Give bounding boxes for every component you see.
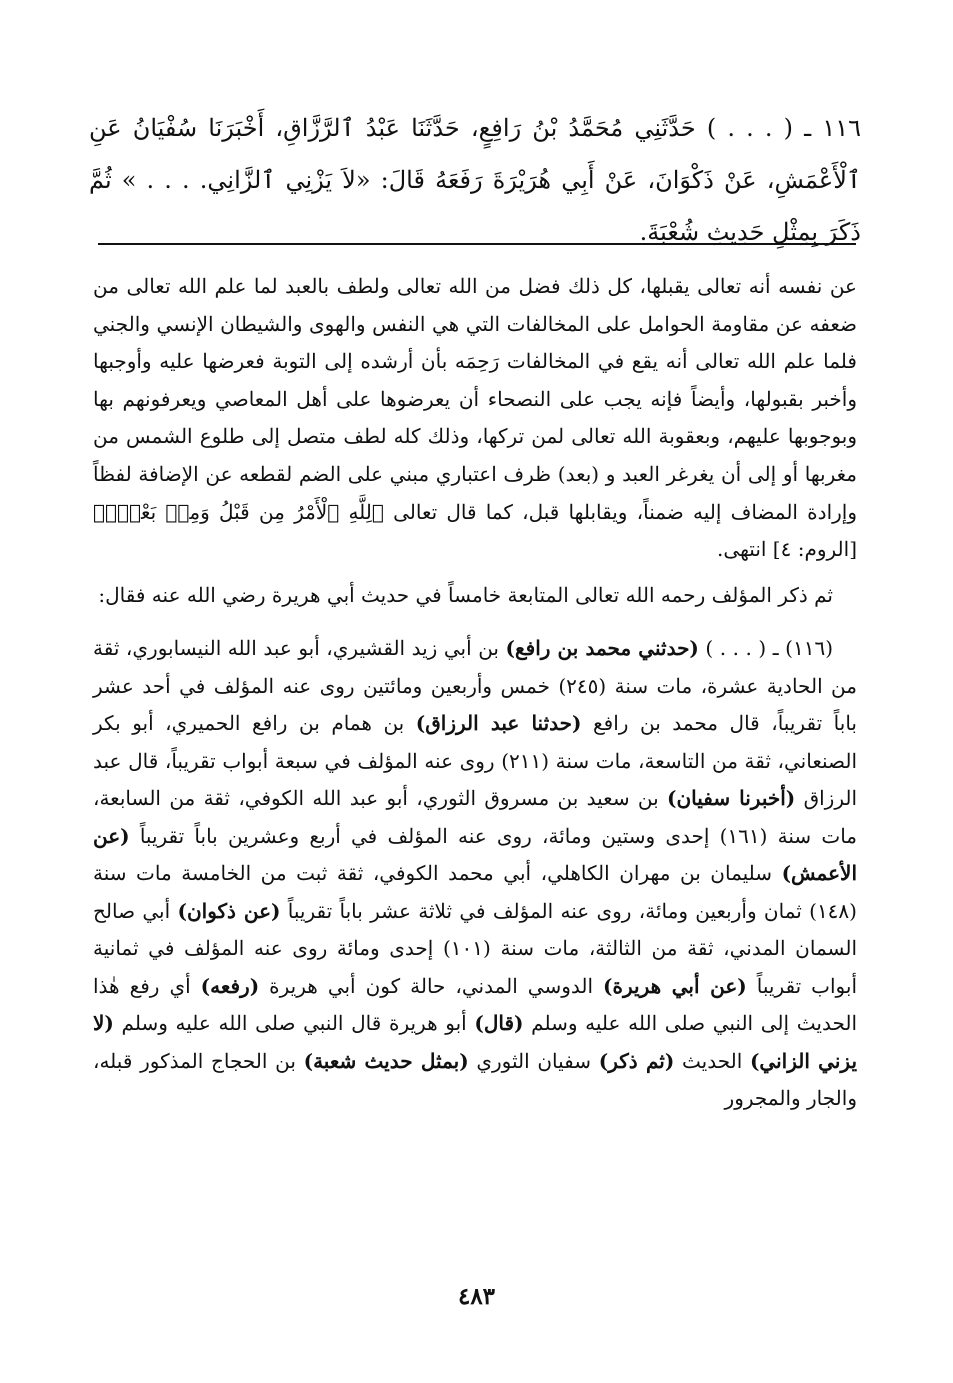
narrator-bold: (عن أبي هريرة) [603, 973, 747, 998]
narrator-bold: (حدثنا عبد الرزاق) [415, 711, 582, 736]
segment: بن همام بن رافع الحميري، أبو بكر الصنعاني، ثقة من التاسعة، مات سنة (٢١١) روى عنه المؤلف في سبعة أبواب تقريباً، قال عبد الرزاق [93, 711, 858, 811]
narrator-bold: (حدثني محمد بن رافع) [505, 636, 699, 661]
segment: بن الحجاج المذكور قبله، والجار والمجرور [93, 1048, 857, 1111]
commentary-paragraph-2: ثم ذكر المؤلف رحمه الله تعالى المتابعة خامساً في حديث أبي هريرة رضي الله عنه فقال: [98, 582, 833, 607]
keyword-bold: (ثم ذكر) [598, 1048, 675, 1073]
segment: أبو هريرة قال النبي صلى الله عليه وسلم [113, 1011, 475, 1036]
keyword-bold: (لا يزني الزاني) [93, 1011, 858, 1073]
segment: الدوسي المدني، حالة كون أبي هريرة [259, 973, 604, 998]
segment: بن أبي زيد القشيري، أبو عبد الله النيسابوري، ثقة من الحادية عشرة، مات سنة (٢٤٥) خمس وأربعين ومائتين روى عنه المؤلف في أحد عشر باباً تقريباً، قال محمد بن رافع [93, 636, 857, 736]
narrator-bold: (عن ذكوان) [177, 898, 281, 923]
segment: الحديث [674, 1048, 750, 1073]
segment: سليمان بن مهران الكاهلي، أبي محمد الكوفي، ثقة ثبت من الخامسة مات سنة (١٤٨) ثمان وأربعين ومائة، روى عنه المؤلف في ثلاثة عشر باباً تقريباً [93, 861, 857, 923]
hadith-text: ١١٦ ـ ( . . . ) حَدَّثَنِي مُحَمَّدُ بْنُ رَافِعٍ، حَدَّثَنَا عَبْدُ ٱلرَّزَّاقِ، أَخْبَرَنَا سُفْيَانُ عَنِ ٱلْأَعْمَشِ، عَنْ ذَكْوَانَ، عَنْ أَبِي هُرَيْرَةَ رَفَعَهُ قَالَ: «لاَ يَزْنِي ٱلزَّانِي. . . . » ثُمَّ ذَكَرَ بِمِثْلِ حَدِيثِ شُعْبَةَ. [89, 114, 861, 246]
keyword-bold: (قال) [474, 1011, 524, 1036]
keyword-bold: (رفعه) [200, 973, 260, 998]
commentary-section [93, 268, 857, 1118]
keyword-bold: (بمثل حديث شعبة) [303, 1048, 469, 1073]
segment: أي رفع هٰذا الحديث إلى النبي صلى الله عليه وسلم [93, 973, 857, 1036]
narrator-bold: (أخبرنا سفيان) [667, 786, 796, 811]
segment: سفيان الثوري [468, 1048, 599, 1073]
footnote-divider [98, 243, 856, 245]
page-number: ٤٨٣ [457, 1283, 496, 1310]
segment: (١١٦) ـ ( . . . ) [698, 636, 834, 661]
segment: بن سعيد بن مسروق الثوري، أبو عبد الله الكوفي، ثقة من السابعة، مات سنة (١٦١) إحدى وستين ومائة، روى عنه المؤلف في أربع وعشرين باباً تقريباً [93, 786, 857, 848]
commentary-paragraph-3 [93, 630, 857, 1118]
narrator-bold: (عن الأعمش) [93, 823, 857, 886]
commentary-paragraph-1: عن نفسه أنه تعالى يقبلها، كل ذلك فضل من الله تعالى ولطف بالعبد لما علم الله تعالى من ضعفه عن مقاومة الحوامل على المخالفات التي هي النفس والهوى والشيطان الإنسي والجني فلما علم الله تعالى أنه يقع في المخالفات رَحِمَه بأن أرشده إلى التوبة فعرضها عليه وأوجبها وأخبر بقبولها، وأيضاً فإنه يجب على النصحاء أن يعرضوها على أهل المعاصي ويعرفونهم بها وبوجوبها عليهم، وبعقوبة الله تعالى لمن تركها، وذلك كله لطف متصل إلى طلوع الشمس من مغربها أو إلى أن يغرغر العبد و (بعد) ظرف اعتباري مبني على الضم لقطعه عن الإضافة لفظاً وإرادة المضاف إليه ضمناً، ويقابلها قبل، كما قال تعالى ﴿لِلَّهِ ٱلْأَمْرُ مِن قَبْلُ وَمِنۢ بَعْدُۚ﴾ [الروم: ٤] انتهى. [93, 274, 857, 562]
segment: أبي صالح السمان المدني، ثقة من الثالثة، مات سنة (١٠١) إحدى ومائة روى عنه المؤلف في ثمانية أبواب تقريباً [93, 898, 858, 998]
